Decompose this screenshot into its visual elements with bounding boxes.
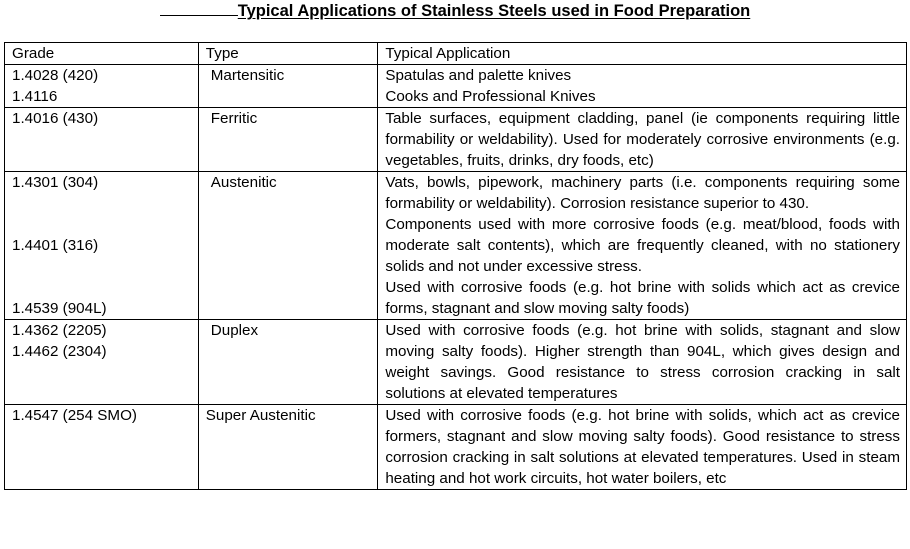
grade-cell xyxy=(5,65,199,108)
type-cell xyxy=(198,320,378,405)
type-cell xyxy=(198,108,378,172)
type-cell xyxy=(198,65,378,108)
application-text: Components used with more corrosive foods (e.g. meat/blood, foods with moderate salt contents), which are frequently cleaned, with no stationery solids and not under excessive stress. xyxy=(385,216,900,275)
grade-value: 1.4539 (904L) xyxy=(12,300,107,317)
stainless-steel-table xyxy=(4,42,907,490)
grade-cell xyxy=(5,172,199,320)
application-text: Used with corrosive foods (e.g. hot brine with solids, stagnant and slow moving salty foods). Higher strength than 904L, which gives design and weight savings. Good resistance to stress corrosion cracking in salt solutions at elevated temperatures xyxy=(385,322,900,402)
application-cell xyxy=(378,65,907,108)
grade-value: 1.4028 (420) xyxy=(12,67,99,84)
table-row xyxy=(5,172,907,320)
application-cell xyxy=(378,172,907,320)
document-title xyxy=(0,1,910,21)
application-text: Table surfaces, equipment cladding, panel (ie components requiring little formability or weldability). Used for moderately corrosive environments (e.g. vegetables, fruits, drinks, dry foods, etc) xyxy=(385,110,900,169)
grade-cell xyxy=(5,108,199,172)
title-text: Typical Applications of Stainless Steels used in Food Preparation xyxy=(237,2,751,20)
header-type: Type xyxy=(198,43,378,65)
table-row xyxy=(5,320,907,405)
application-text: Cooks and Professional Knives xyxy=(385,88,596,105)
grade-value: 1.4116 xyxy=(12,88,58,105)
grade-value: 1.4362 (2205) xyxy=(12,322,107,339)
type-value: Duplex xyxy=(210,322,259,339)
application-text: Vats, bowls, pipework, machinery parts (i.e. components requiring some formability or weldability). Corrosion resistance superior to 430. xyxy=(385,174,900,212)
type-cell xyxy=(198,405,378,490)
grade-value: 1.4401 (316) xyxy=(12,237,99,254)
application-text: Used with corrosive foods (e.g. hot brine with solids which act as crevice forms, stagnant and slow moving salty foods) xyxy=(385,279,900,317)
grade-value: 1.4301 (304) xyxy=(12,174,99,191)
table-row xyxy=(5,405,907,490)
application-text: Used with corrosive foods (e.g. hot brine with solids, which act as crevice formers, stagnant and slow moving salty foods). Good resistance to stress corrosion cracking in salt solutions at elevated temperatures. Used in steam heating and hot work circuits, hot water boilers, etc xyxy=(385,407,900,487)
application-cell xyxy=(378,108,907,172)
table-row xyxy=(5,65,907,108)
header-application: Typical Application xyxy=(378,43,907,65)
type-value: Ferritic xyxy=(210,110,258,127)
type-value: Austenitic xyxy=(210,174,277,191)
table-row xyxy=(5,108,907,172)
type-cell xyxy=(198,172,378,320)
application-cell xyxy=(378,320,907,405)
type-value: Martensitic xyxy=(210,67,285,84)
type-value: Super Austenitic xyxy=(205,407,316,424)
header-grade: Grade xyxy=(5,43,199,65)
grade-value: 1.4016 (430) xyxy=(12,110,99,127)
application-text: Spatulas and palette knives xyxy=(385,67,572,84)
grade-cell xyxy=(5,405,199,490)
table-header-row xyxy=(5,43,907,65)
grade-value: 1.4462 (2304) xyxy=(12,343,107,360)
grade-cell xyxy=(5,320,199,405)
title-leader-rule xyxy=(160,1,238,16)
grade-value: 1.4547 (254 SMO) xyxy=(12,407,137,424)
application-cell xyxy=(378,405,907,490)
